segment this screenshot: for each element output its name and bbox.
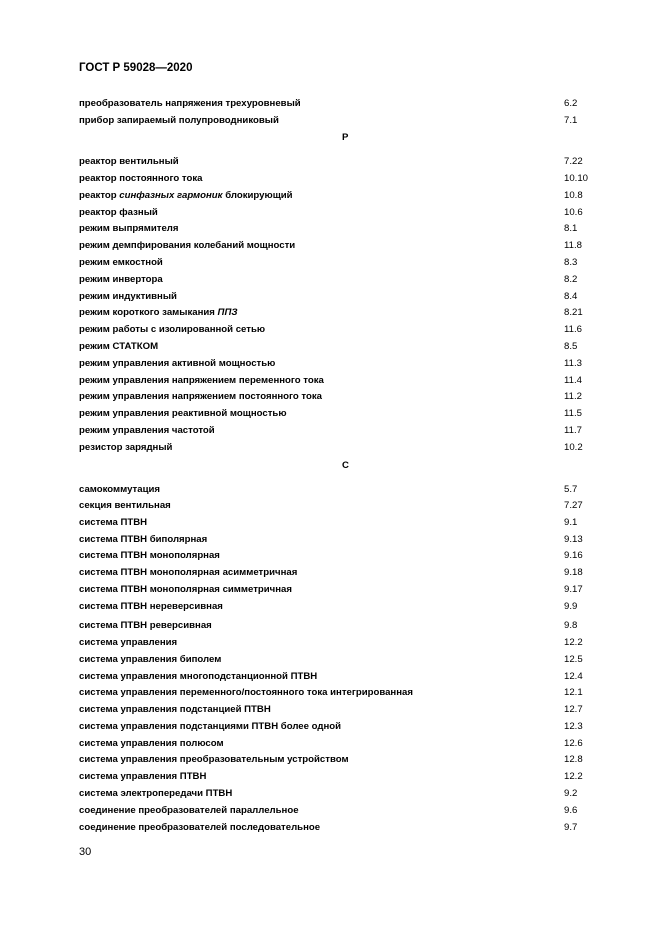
index-entry [79,738,599,752]
entry-term: система ПТВН [79,517,148,528]
entry-term: преобразователь напряжения трехуровневый [79,98,301,109]
entry-term: режим управления частотой [79,425,215,436]
entry-term-italic: синфазных гармоник [119,190,223,201]
entry-term: система электропередачи ПТВН [79,788,233,799]
entry-ref: 9.8 [564,620,578,631]
entry-ref: 12.2 [564,637,583,648]
entry-ref: 9.9 [564,601,578,612]
index-entry [79,207,599,221]
entry-ref: 9.17 [564,584,583,595]
index-entry [79,425,599,439]
entry-term: резистор зарядный [79,442,173,453]
index-entry [79,771,599,785]
index-entry [79,805,599,819]
index-entry [79,534,599,548]
entry-ref: 12.6 [564,738,583,749]
entry-ref: 12.7 [564,704,583,715]
index-entry [79,324,599,338]
entry-ref: 11.4 [564,375,582,386]
index-entry [79,391,599,405]
entry-term: система ПТВН реверсивная [79,620,212,631]
entry-ref: 11.6 [564,324,582,335]
entry-term: реактор вентильный [79,156,179,167]
entry-term: система ПТВН биполярная [79,534,208,545]
entry-ref: 9.6 [564,805,578,816]
entry-term: режим демпфирования колебаний мощности [79,240,296,251]
entry-ref: 8.3 [564,257,578,268]
entry-term: соединение преобразователей последовательное [79,822,321,833]
entry-ref: 11.7 [564,425,582,436]
entry-term: режим индуктивный [79,291,177,302]
entry-ref: 12.3 [564,721,583,732]
section-letter-p: Р [342,132,349,143]
index-entry [79,721,599,735]
index-entry [79,307,599,321]
index-entry [79,550,599,564]
index-entry [79,654,599,668]
entry-term: режим работы с изолированной сетью [79,324,266,335]
entry-term: система управления подстанциями ПТВН более одной [79,721,342,732]
entry-ref: 9.18 [564,567,583,578]
entry-term [79,307,238,318]
index-entry [79,637,599,651]
entry-term: система ПТВН монополярная асимметричная [79,567,298,578]
index-entry [79,115,599,129]
entry-term: режим управления активной мощностью [79,358,276,369]
entry-ref: 9.2 [564,788,578,799]
index-entry [79,98,599,112]
page-number: 30 [79,846,92,858]
entry-ref: 12.8 [564,754,583,765]
entry-ref: 7.1 [564,115,578,126]
entry-term: система управления многоподстанционной ПТВН [79,671,318,682]
entry-term: соединение преобразователей параллельное [79,805,299,816]
entry-term-italic: ППЗ [217,307,238,318]
index-entry [79,173,599,187]
entry-term: режим управления реактивной мощностью [79,408,287,419]
index-entry [79,223,599,237]
index-entry [79,671,599,685]
entry-term: реактор фазный [79,207,158,218]
entry-term: режим инвертора [79,274,163,285]
entry-ref: 11.5 [564,408,582,419]
entry-ref: 9.16 [564,550,583,561]
index-entry [79,358,599,372]
entry-ref: 12.1 [564,687,583,698]
entry-term-part: режим короткого замыкания [79,307,218,318]
entry-term: система управления переменного/постоянного тока интегрированная [79,687,413,698]
entry-ref: 8.4 [564,291,578,302]
index-entry [79,500,599,514]
entry-term [79,190,293,201]
entry-ref: 12.4 [564,671,583,682]
entry-term: режим СТАТКОМ [79,341,159,352]
entry-ref: 9.1 [564,517,578,528]
entry-ref: 8.2 [564,274,578,285]
entry-term: система управления подстанцией ПТВН [79,704,271,715]
index-entry [79,274,599,288]
index-entry [79,291,599,305]
index-entry [79,704,599,718]
entry-term: система управления преобразовательным устройством [79,754,349,765]
index-entry [79,408,599,422]
index-entry [79,788,599,802]
entry-ref: 12.2 [564,771,583,782]
entry-term-part: блокирующий [222,190,293,201]
index-entry [79,567,599,581]
entry-term: система управления [79,637,178,648]
entry-ref: 8.21 [564,307,583,318]
entry-term: секция вентильная [79,500,171,511]
entry-term: режим выпрямителя [79,223,179,234]
entry-ref: 11.8 [564,240,582,251]
section-letter-s: С [342,460,349,471]
entry-term: система ПТВН монополярная [79,550,220,561]
index-entry [79,601,599,615]
index-entry [79,240,599,254]
index-entry [79,156,599,170]
entry-ref: 7.27 [564,500,583,511]
entry-term: режим управления напряжением постоянного тока [79,391,323,402]
index-entry [79,190,599,204]
index-entry [79,484,599,498]
entry-ref: 8.1 [564,223,578,234]
document-header: ГОСТ Р 59028—2020 [79,62,193,74]
entry-ref: 10.6 [564,207,583,218]
entry-term: система управления полюсом [79,738,224,749]
index-entry [79,822,599,836]
entry-term: система ПТВН монополярная симметричная [79,584,292,595]
entry-term: самокоммутация [79,484,160,495]
entry-term: система управления ПТВН [79,771,207,782]
index-entry [79,687,599,701]
index-entry [79,375,599,389]
entry-term: режим емкостной [79,257,163,268]
index-entry [79,620,599,634]
entry-ref: 6.2 [564,98,578,109]
entry-term-part: реактор [79,190,120,201]
entry-ref: 12.5 [564,654,583,665]
index-entry [79,517,599,531]
entry-ref: 10.10 [564,173,589,184]
index-entry [79,584,599,598]
index-entry [79,257,599,271]
entry-term: прибор запираемый полупроводниковый [79,115,279,126]
entry-term: режим управления напряжением переменного тока [79,375,324,386]
entry-ref: 10.2 [564,442,583,453]
entry-ref: 11.3 [564,358,582,369]
entry-ref: 9.13 [564,534,583,545]
entry-ref: 7.22 [564,156,583,167]
entry-term: реактор постоянного тока [79,173,203,184]
entry-ref: 11.2 [564,391,582,402]
entry-ref: 10.8 [564,190,583,201]
index-entry [79,341,599,355]
entry-ref: 5.7 [564,484,578,495]
entry-term: система ПТВН нереверсивная [79,601,223,612]
entry-term: система управления биполем [79,654,222,665]
entry-ref: 9.7 [564,822,578,833]
index-entry [79,442,599,456]
index-entry [79,754,599,768]
entry-ref: 8.5 [564,341,578,352]
